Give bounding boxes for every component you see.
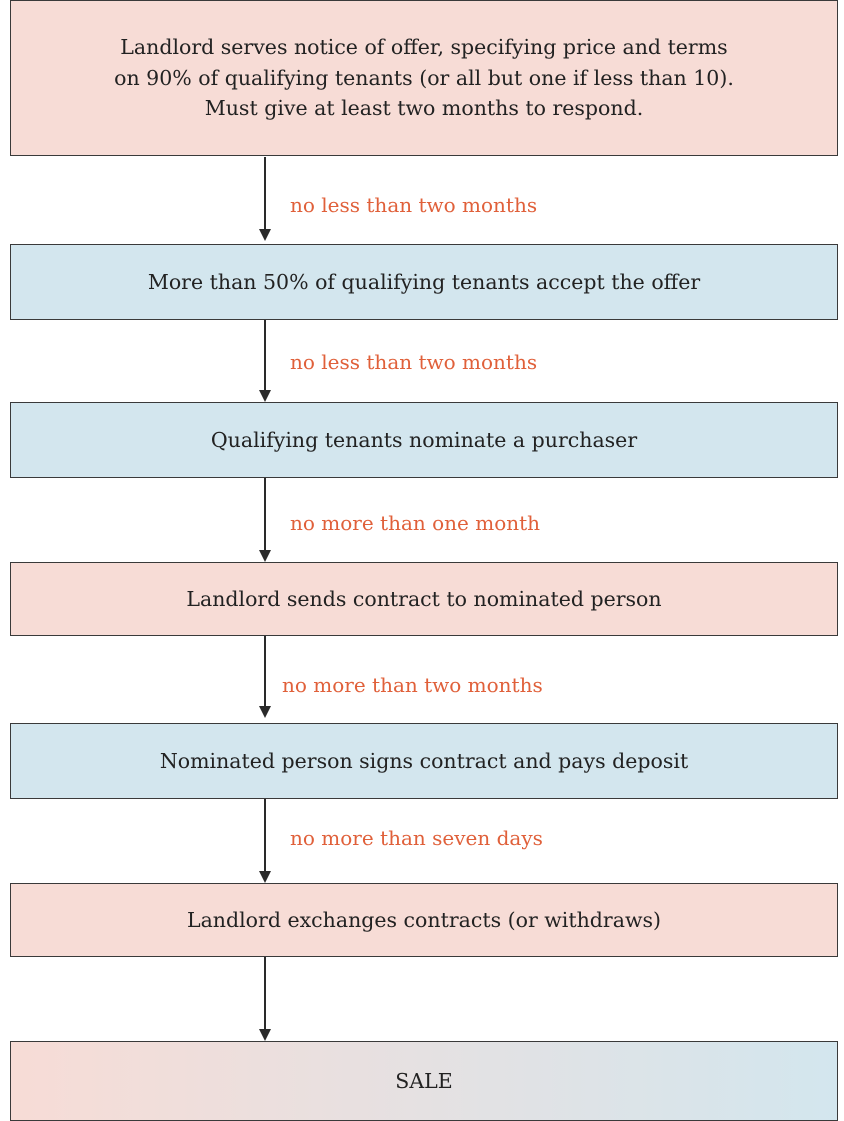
arrow-5: [263, 799, 267, 883]
step-5-text: Nominated person signs contract and pays deposit: [159, 748, 689, 773]
interval-label-3: no more than one month: [290, 511, 541, 535]
step-box-2-tenants-accept: [10, 244, 838, 320]
step-box-7-sale: [10, 1041, 838, 1121]
step-4-text: Landlord sends contract to nominated person: [186, 586, 662, 611]
step-1-line-2: on 90% of qualifying tenants (or all but one if less than 10).: [114, 65, 734, 90]
arrow-6-head-icon: [259, 1029, 271, 1041]
step-1-text: [114, 32, 734, 124]
arrow-2-head-icon: [259, 390, 271, 402]
interval-label-1: no less than two months: [290, 193, 538, 217]
interval-label-4: no more than two months: [282, 673, 543, 697]
arrow-4-head-icon: [259, 706, 271, 718]
step-box-5-sign-contract: [10, 723, 838, 799]
interval-label-5: no more than seven days: [290, 826, 543, 850]
step-box-4-send-contract: [10, 562, 838, 636]
arrow-6: [263, 957, 267, 1041]
step-2-text: More than 50% of qualifying tenants accept the offer: [147, 269, 701, 294]
step-1-line-1: Landlord serves notice of offer, specifying price and terms: [120, 34, 728, 59]
arrow-2: [263, 320, 267, 402]
step-1-line-3: Must give at least two months to respond.: [204, 96, 644, 121]
arrow-1: [263, 157, 267, 241]
arrow-3-head-icon: [259, 550, 271, 562]
arrow-5-head-icon: [259, 871, 271, 883]
arrow-3: [263, 478, 267, 562]
step-3-text: Qualifying tenants nominate a purchaser: [210, 427, 638, 452]
step-box-1-serve-notice: [10, 0, 838, 156]
interval-label-2: no less than two months: [290, 350, 538, 374]
arrow-4: [263, 636, 267, 718]
step-6-text: Landlord exchanges contracts (or withdraws): [186, 907, 662, 932]
arrow-1-head-icon: [259, 229, 271, 241]
step-box-3-nominate-purchaser: [10, 402, 838, 478]
step-7-text: SALE: [395, 1068, 453, 1093]
step-box-6-exchange-contracts: [10, 883, 838, 957]
